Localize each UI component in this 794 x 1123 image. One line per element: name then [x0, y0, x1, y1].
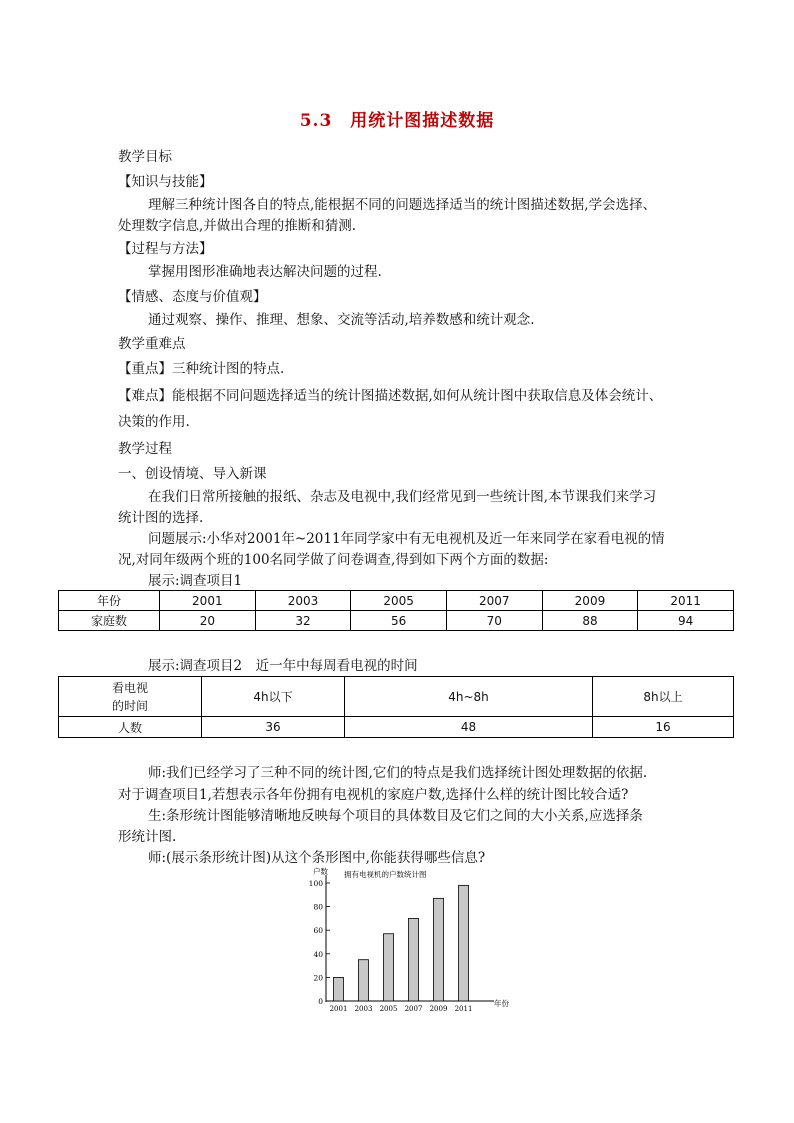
y-axis-label: 户数: [313, 867, 328, 876]
bar-chart: [296, 862, 516, 1022]
table-row: [59, 611, 734, 631]
bar-2001: [334, 977, 344, 1001]
y-tick-label: 100: [308, 879, 323, 888]
subsection-heading-intro: 一、创设情境、导入新课: [118, 466, 267, 482]
header-line: 看电视: [111, 680, 148, 695]
table-header-cell: 人数: [59, 717, 202, 738]
table-row: [59, 677, 734, 717]
y-tick-label: 20: [313, 973, 323, 983]
y-tick-label: 80: [313, 902, 323, 912]
bar-2003: [359, 960, 369, 1001]
table-cell: 32: [255, 611, 351, 631]
paragraph-student-2: 形统计图.: [118, 829, 177, 845]
table-row: [59, 591, 734, 611]
x-tick-label: 2009: [429, 1005, 448, 1013]
y-tick-label: 40: [313, 949, 323, 959]
table-cell: 2003: [255, 591, 351, 611]
x-tick-label: 2005: [379, 1005, 398, 1013]
bar-2011: [459, 885, 469, 1001]
survey-table-2: [58, 676, 734, 738]
paragraph-student-1: 生:条形统计图能够清晰地反映每个项目的具体数目及它们之间的大小关系,应选择条: [148, 808, 643, 824]
bar-2005: [384, 934, 394, 1001]
table-cell: 36: [202, 717, 345, 738]
x-tick-label: 2007: [404, 1005, 423, 1013]
x-tick-label: 2011: [454, 1005, 473, 1013]
table-header-cell: [59, 677, 202, 717]
bar-2009: [434, 898, 444, 1001]
paragraph-difficulty-2: 决策的作用.: [118, 414, 190, 430]
table-cell: 4h~8h: [345, 677, 593, 717]
table-row: [59, 717, 734, 738]
section-heading-process: 教学过程: [118, 441, 172, 457]
section-heading-key-points: 教学重难点: [118, 336, 186, 352]
x-axis-label: 年份: [494, 999, 509, 1008]
paragraph-process-method: 掌握用图形准确地表达解决问题的过程.: [148, 264, 382, 280]
table-cell: 2011: [638, 591, 734, 611]
x-tick-label: 2001: [329, 1005, 348, 1013]
paragraph-teacher-1: 师:我们已经学习了三种不同的统计图,它们的特点是我们选择统计图处理数据的依据.: [148, 765, 648, 781]
table-cell: 94: [638, 611, 734, 631]
paragraph-teacher-3: 师:(展示条形统计图)从这个条形图中,你能获得哪些信息?: [148, 850, 486, 866]
table-cell: 4h以下: [202, 677, 345, 717]
section-heading-goal: 教学目标: [118, 149, 172, 165]
paragraph-knowledge-2: 处理数字信息,并做出合理的推断和猜测.: [118, 218, 357, 234]
table-cell: 48: [345, 717, 593, 738]
table-cell: 2001: [160, 591, 256, 611]
page-title: 5.3 用统计图描述数据: [299, 111, 495, 131]
paragraph-knowledge-1: 理解三种统计图各自的特点,能根据不同的问题选择适当的统计图描述数据,学会选择、: [148, 197, 657, 213]
paragraph-problem-2: 况,对同年级两个班的100名同学做了问卷调查,得到如下两个方面的数据:: [118, 552, 549, 568]
y-tick-label: 60: [313, 926, 323, 936]
chart-title: 拥有电视机的户数统计图: [344, 870, 427, 879]
header-line: 的时间: [111, 698, 148, 713]
paragraph-focus: 【重点】三种统计图的特点.: [118, 361, 285, 377]
table-cell: 2005: [351, 591, 447, 611]
paragraph-intro-1: 在我们日常所接触的报纸、杂志及电视中,我们经常见到一些统计图,本节课我们来学习: [148, 489, 657, 505]
paragraph-difficulty-1: 【难点】能根据不同问题选择适当的统计图描述数据,如何从统计图中获取信息及体会统计、: [118, 388, 663, 404]
paragraph-intro-2: 统计图的选择.: [118, 510, 204, 526]
table-header-cell: 家庭数: [59, 611, 160, 631]
subheading-process-method: 【过程与方法】: [118, 241, 213, 257]
table-cell: 88: [542, 611, 638, 631]
table-cell: 16: [593, 717, 734, 738]
table-cell: 70: [446, 611, 542, 631]
table-cell: 56: [351, 611, 447, 631]
subheading-emotion: 【情感、态度与价值观】: [118, 289, 267, 305]
caption-table-2: 展示:调查项目2 近一年中每周看电视的时间: [148, 658, 418, 674]
table-cell: 20: [160, 611, 256, 631]
table-cell: 2009: [542, 591, 638, 611]
bar-2007: [409, 918, 419, 1001]
caption-table-1: 展示:调查项目1: [148, 573, 243, 589]
table-cell: 8h以上: [593, 677, 734, 717]
table-header-cell: 年份: [59, 591, 160, 611]
paragraph-teacher-2: 对于调查项目1,若想表示各年份拥有电视机的家庭户数,选择什么样的统计图比较合适?: [118, 787, 629, 803]
survey-table-1: [58, 590, 734, 631]
paragraph-emotion: 通过观察、操作、推理、想象、交流等活动,培养数感和统计观念.: [148, 312, 535, 328]
x-tick-label: 2003: [354, 1005, 373, 1013]
y-tick-label: 0: [318, 997, 323, 1006]
subheading-knowledge: 【知识与技能】: [118, 174, 213, 190]
table-cell: 2007: [446, 591, 542, 611]
paragraph-problem-1: 问题展示:小华对2001年~2011年同学家中有无电视机及近一年来同学在家看电视的情: [148, 531, 665, 547]
